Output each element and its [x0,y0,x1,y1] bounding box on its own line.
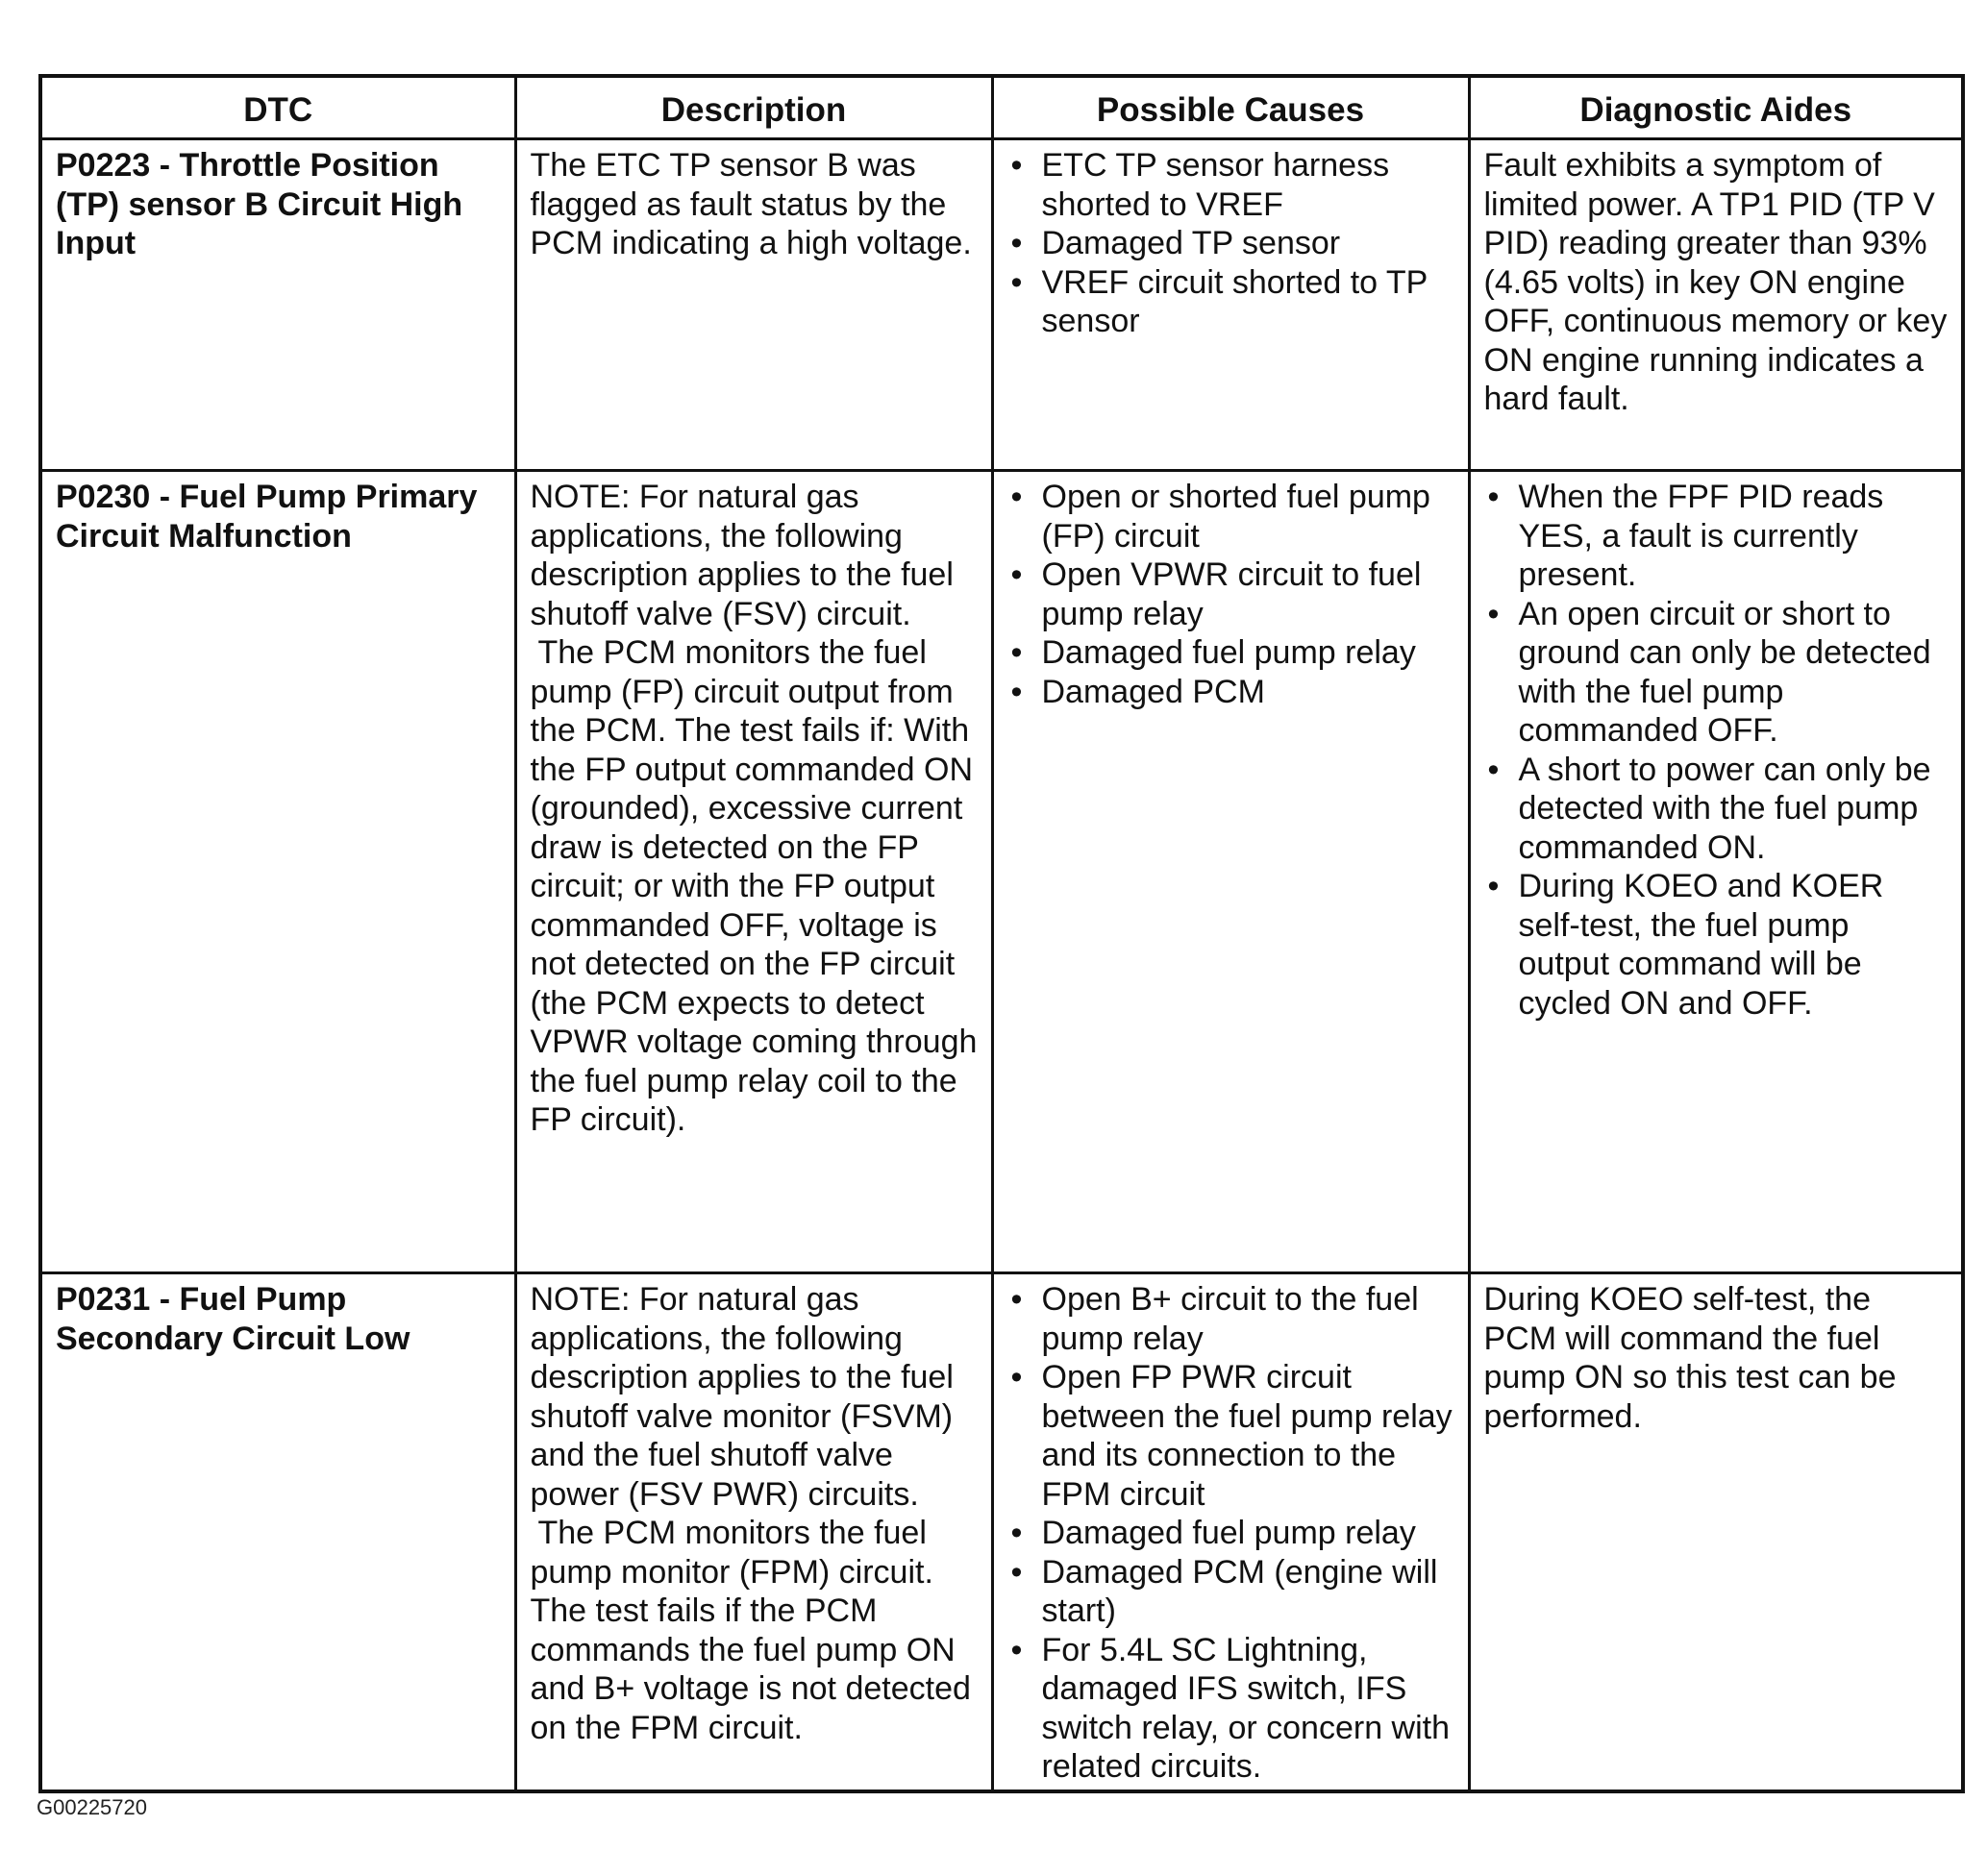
description-cell [515,139,992,471]
cause-item: • Open VPWR circuit to fuel pump relay [1042,555,1454,633]
header-dtc: DTC [40,76,515,139]
cause-item: • ETC TP sensor harness shorted to VREF [1042,146,1454,224]
dtc-table [38,74,1965,1793]
causes-list [1007,146,1454,341]
aides-list [1484,478,1949,1023]
description-note: NOTE: For natural gas applications, the following description applies to the fuel shutoff valve monitor (FSVM) and the fuel shutoff valve power (FSV PWR) circuits. [530,1281,954,1513]
aide-item: • During KOEO and KOER self-test, the fuel pump output command will be cycled ON and OFF. [1519,867,1949,1023]
cause-item: • Damaged fuel pump relay [1042,1514,1454,1553]
header-row [40,76,1963,139]
description-cell [515,1273,992,1792]
description-paragraph: The PCM monitors the fuel pump (FP) circuit output from the PCM. The test fails if: With the FP output commanded ON (grounded), excessive current draw is detected on the FP circuit; or with the FP output commanded OFF, voltage is not detected on the FP circuit (the PCM expects to detect VPWR voltage coming through the fuel pump relay coil to the FP circuit). [530,634,978,1138]
causes-list [1007,1280,1454,1787]
header-diagnostic-aides: Diagnostic Aides [1469,76,1963,139]
cause-item: • Open or shorted fuel pump (FP) circuit [1042,478,1454,555]
dtc-code-cell: P0231 - Fuel Pump Secondary Circuit Low [40,1273,515,1792]
cause-item: • Damaged PCM [1042,673,1454,712]
cause-item: • Damaged PCM (engine will start) [1042,1553,1454,1631]
dtc-code-cell: P0223 - Throttle Position (TP) sensor B Circuit High Input [40,139,515,471]
diagnostic-aides-cell [1469,139,1963,471]
possible-causes-cell [992,139,1469,471]
cause-item: • Damaged fuel pump relay [1042,633,1454,673]
cause-item: • Damaged TP sensor [1042,224,1454,263]
cause-item: • VREF circuit shorted to TP sensor [1042,263,1454,341]
aide-item: • When the FPF PID reads YES, a fault is currently present. [1519,478,1949,595]
header-description: Description [515,76,992,139]
possible-causes-cell [992,1273,1469,1792]
table-row [40,1273,1963,1792]
diagnostic-aides-cell [1469,471,1963,1273]
cause-item: • Open FP PWR circuit between the fuel pump relay and its connection to the FPM circuit [1042,1358,1454,1514]
description-paragraph: The PCM monitors the fuel pump monitor (FPM) circuit. The test fails if the PCM commands the fuel pump ON and B+ voltage is not detected on the FPM circuit. [530,1515,971,1746]
description-note: NOTE: For natural gas applications, the following description applies to the fuel shutoff valve (FSV) circuit. [530,479,954,632]
description-cell [515,471,992,1273]
header-possible-causes: Possible Causes [992,76,1469,139]
table-row [40,139,1963,471]
causes-list [1007,478,1454,711]
diagnostic-aides-cell [1469,1273,1963,1792]
aides-paragraph: During KOEO self-test, the PCM will command the fuel pump ON so this test can be performed. [1483,1281,1897,1435]
cause-item: • For 5.4L SC Lightning, damaged IFS switch, IFS switch relay, or concern with related circuits. [1042,1631,1454,1787]
description-paragraph: The ETC TP sensor B was flagged as fault status by the PCM indicating a high voltage. [530,147,972,261]
table-row [40,471,1963,1273]
figure-id-label: G00225720 [37,1795,147,1819]
aide-item: • An open circuit or short to ground can only be detected with the fuel pump commanded OFF. [1519,595,1949,751]
possible-causes-cell [992,471,1469,1273]
dtc-code-cell: P0230 - Fuel Pump Primary Circuit Malfunction [40,471,515,1273]
aides-paragraph: Fault exhibits a symptom of limited power. A TP1 PID (TP V PID) reading greater than 93% (4.65 volts) in key ON engine OFF, continuous memory or key ON engine running indicates a hard fault. [1483,147,1948,417]
cause-item: • Open B+ circuit to the fuel pump relay [1042,1280,1454,1358]
aide-item: • A short to power can only be detected with the fuel pump commanded ON. [1519,751,1949,868]
